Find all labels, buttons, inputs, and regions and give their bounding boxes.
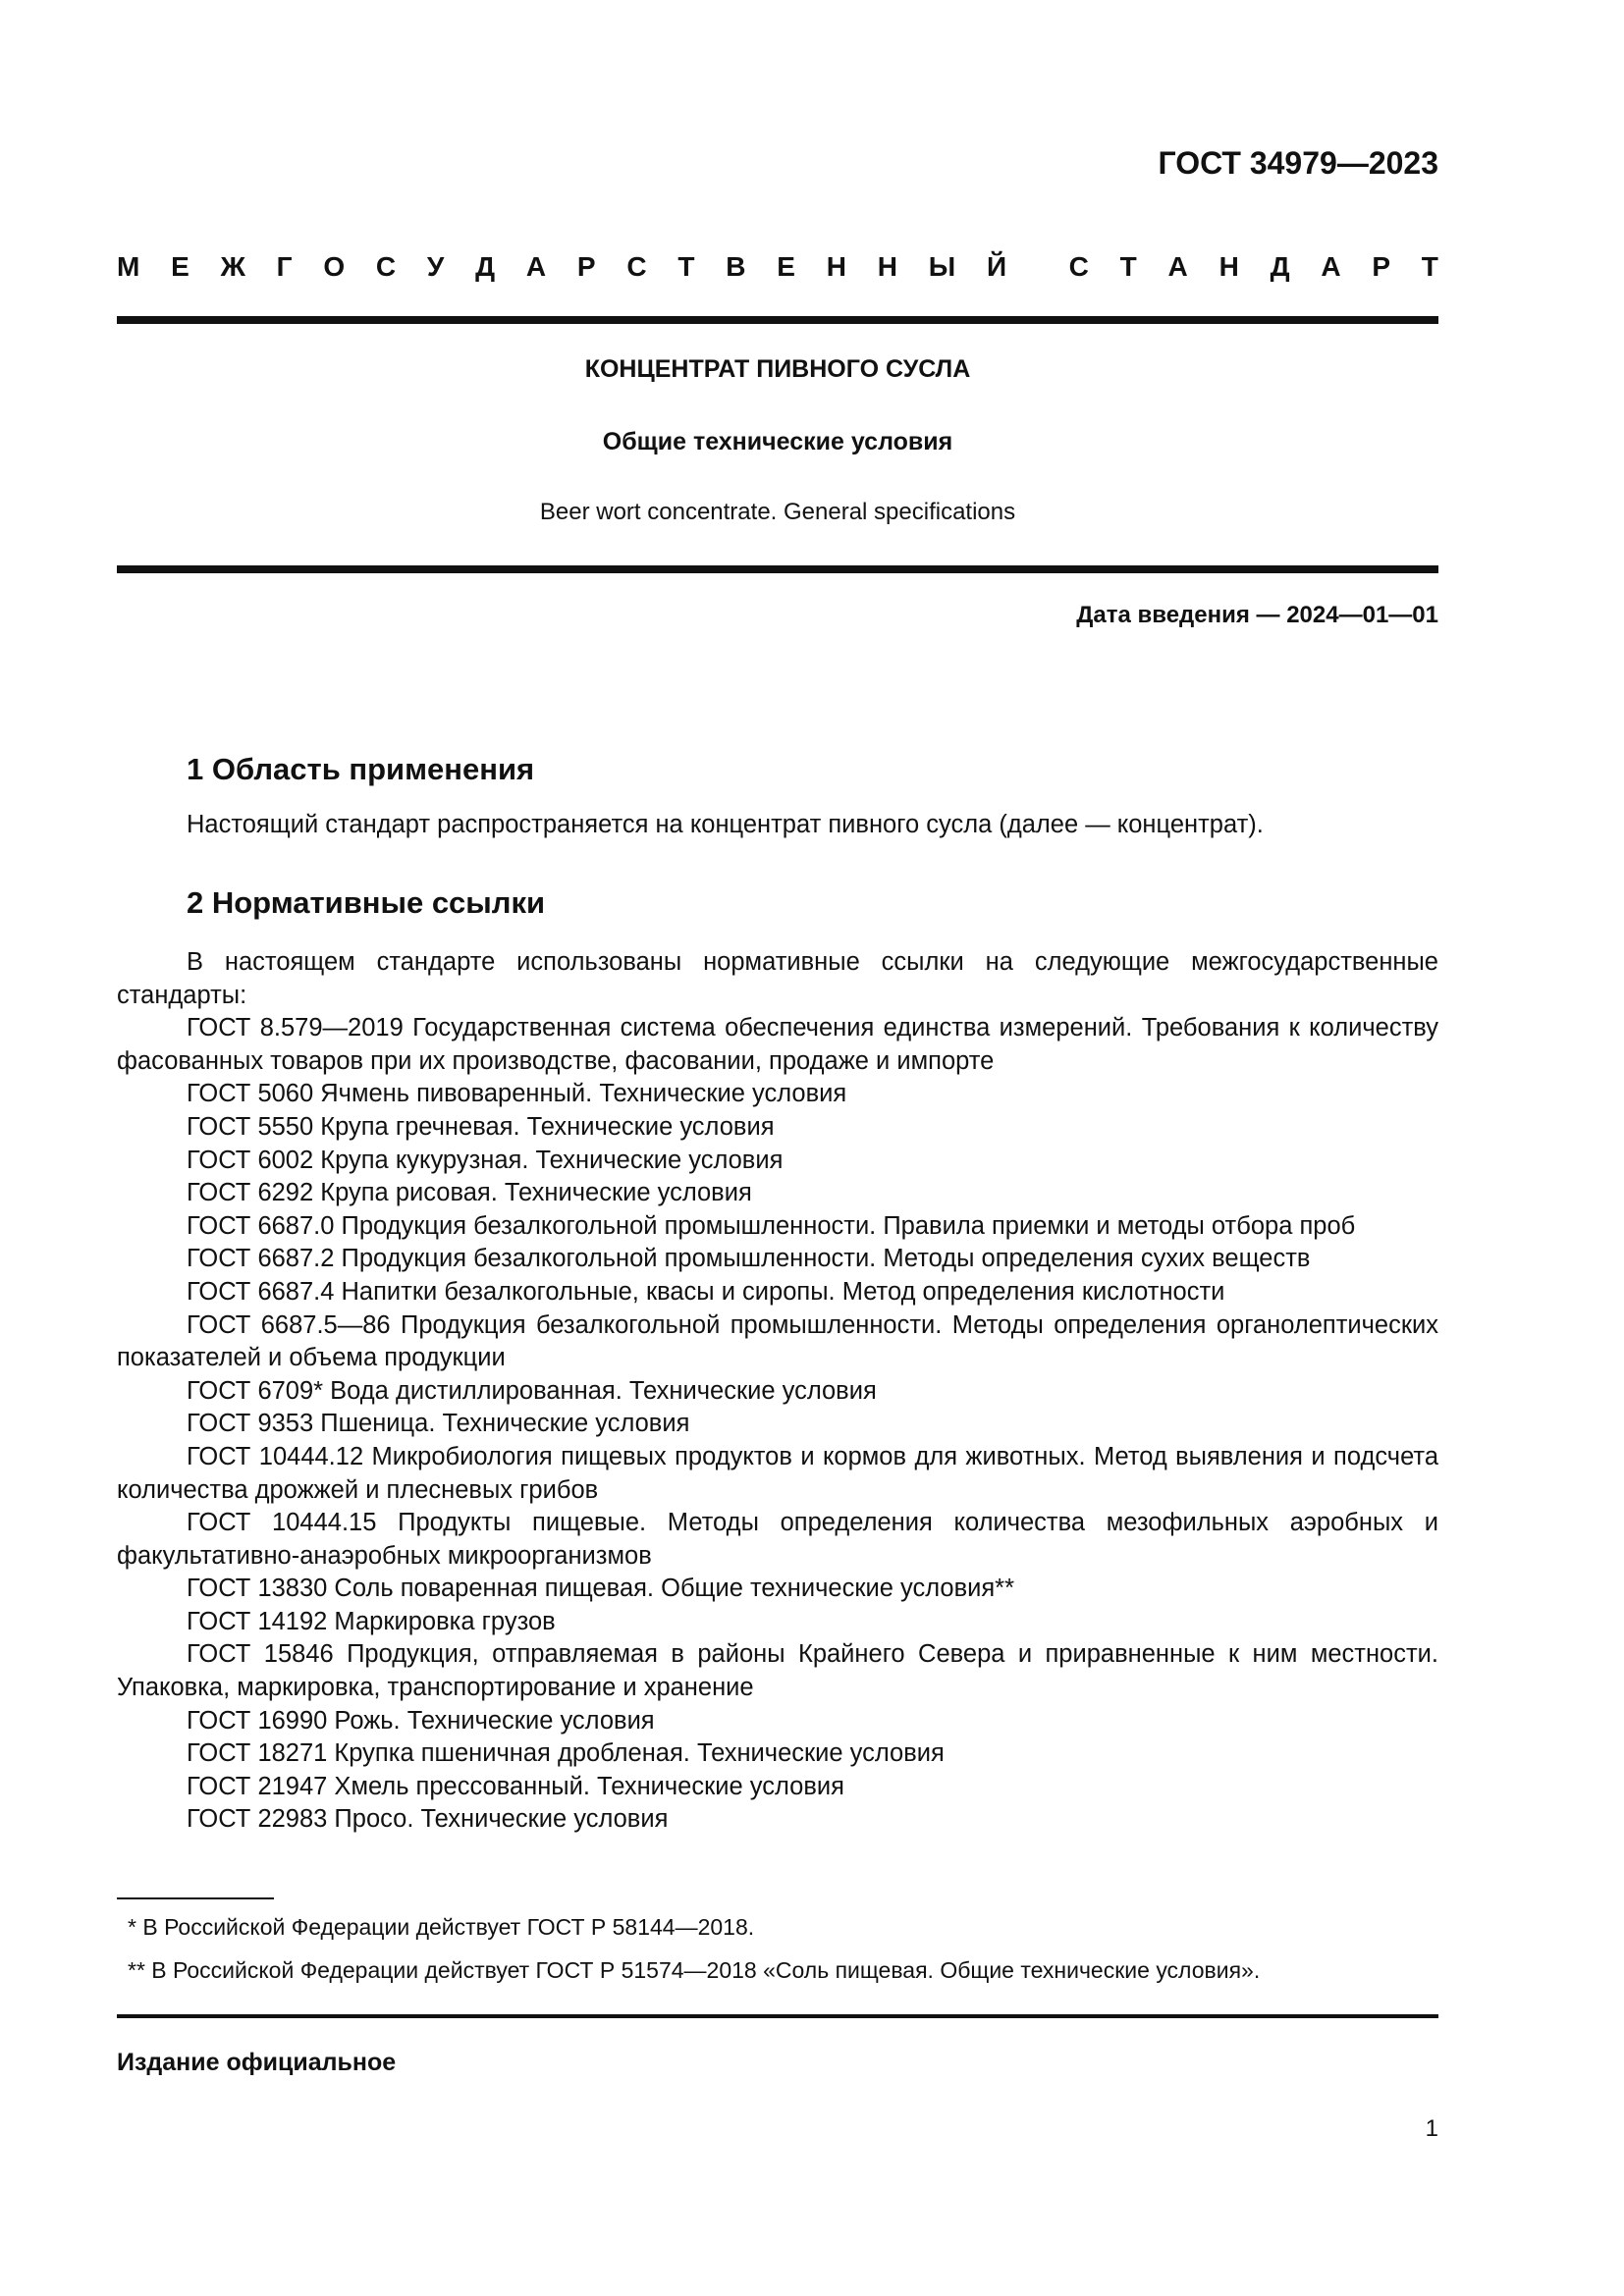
banner-letter: Г bbox=[276, 251, 293, 282]
english-title: Beer wort concentrate. General specifications bbox=[539, 499, 1016, 525]
reference-item: ГОСТ 18271 Крупка пшеничная дробленая. Технические условия bbox=[187, 1739, 945, 1768]
banner-letter: О bbox=[323, 251, 346, 282]
banner-letter: А bbox=[1321, 251, 1341, 282]
footnote-2: ** В Российской Федерации действует ГОСТ Р 51574—2018 «Соль пищевая. Общие технические условия». bbox=[128, 1957, 1261, 1983]
banner-letter: С bbox=[626, 251, 647, 282]
banner-letter: А bbox=[1167, 251, 1188, 282]
reference-item: ГОСТ 14192 Маркировка грузов bbox=[187, 1607, 556, 1635]
banner-letter: Н bbox=[877, 251, 897, 282]
banner-letter: Т bbox=[1421, 251, 1438, 282]
reference-item: ГОСТ 10444.12 Микробиология пищевых продуктов и кормов для животных. Метод выявления и подсчета количества дрожжей и плесневых грибов bbox=[117, 1442, 1438, 1504]
banner-letter: М bbox=[117, 251, 140, 282]
footer-rule bbox=[117, 2014, 1438, 2018]
banner-letter: Т bbox=[677, 251, 695, 282]
banner-letter: Ж bbox=[220, 251, 245, 282]
banner-letter: А bbox=[525, 251, 547, 282]
reference-item: ГОСТ 22983 Просо. Технические условия bbox=[187, 1805, 669, 1834]
reference-item: ГОСТ 6687.4 Напитки безалкогольные, квасы и сиропы. Метод определения кислотности bbox=[187, 1277, 1225, 1306]
section-1-heading: 1 Область применения bbox=[187, 752, 535, 786]
standard-type-banner bbox=[117, 251, 1438, 283]
footnote-separator bbox=[117, 1897, 274, 1899]
banner-letter: Д bbox=[475, 251, 496, 282]
banner-letter: Е bbox=[777, 251, 795, 282]
banner-letter: Т bbox=[1119, 251, 1137, 282]
introduction-date: Дата введения — 2024—01—01 bbox=[1076, 602, 1438, 628]
standard-code: ГОСТ 34979—2023 bbox=[1158, 145, 1438, 181]
official-edition-label: Издание официальное bbox=[117, 2049, 397, 2076]
banner-letter: С bbox=[1068, 251, 1089, 282]
banner-letter: Н bbox=[1218, 251, 1239, 282]
banner-letter: Н bbox=[826, 251, 846, 282]
reference-item: ГОСТ 6002 Крупа кукурузная. Технические условия bbox=[187, 1146, 784, 1174]
banner-letter: С bbox=[375, 251, 397, 282]
reference-item: ГОСТ 6687.0 Продукция безалкогольной промышленности. Правила приемки и методы отбора проб bbox=[187, 1211, 1356, 1240]
reference-item: ГОСТ 6292 Крупа рисовая. Технические условия bbox=[187, 1179, 752, 1207]
section-2-heading: 2 Нормативные ссылки bbox=[187, 885, 546, 920]
reference-item: ГОСТ 5060 Ячмень пивоваренный. Технические условия bbox=[187, 1080, 847, 1108]
banner-letter: Е bbox=[171, 251, 189, 282]
banner-letter: Д bbox=[1270, 251, 1290, 282]
reference-item: ГОСТ 6687.5—86 Продукция безалкогольной промышленности. Методы определения органолептических показателей и объема продукции bbox=[117, 1310, 1438, 1372]
banner-letter: Й bbox=[986, 251, 1007, 282]
reference-item: ГОСТ 5550 Крупа гречневая. Технические условия bbox=[187, 1112, 775, 1141]
banner-letter: В bbox=[726, 251, 746, 282]
reference-item: ГОСТ 15846 Продукция, отправляемая в районы Крайнего Севера и приравненные к ним местности. Упаковка, маркировка, транспортирование и хранение bbox=[117, 1640, 1438, 1702]
banner-letter: Ы bbox=[928, 251, 956, 282]
header-rule bbox=[117, 316, 1438, 324]
reference-item: ГОСТ 8.579—2019 Государственная система обеспечения единства измерений. Требования к количеству фасованных товаров при их производстве, фасовании, продаже и импорте bbox=[117, 1014, 1438, 1075]
banner-letter: У bbox=[426, 251, 445, 282]
banner-letter: Р bbox=[1372, 251, 1391, 282]
reference-item: ГОСТ 21947 Хмель прессованный. Технические условия bbox=[187, 1772, 844, 1800]
reference-item: ГОСТ 10444.15 Продукты пищевые. Методы определения количества мезофильных аэробных и факультативно-анаэробных микроорганизмов bbox=[117, 1509, 1438, 1570]
page-number: 1 bbox=[1425, 2115, 1438, 2142]
reference-item: ГОСТ 9353 Пшеница. Технические условия bbox=[187, 1410, 690, 1438]
reference-item: ГОСТ 6709* Вода дистиллированная. Технические условия bbox=[187, 1376, 877, 1405]
reference-item: ГОСТ 13830 Соль поваренная пищевая. Общие технические условия** bbox=[187, 1575, 1015, 1603]
banner-letter: Р bbox=[576, 251, 596, 282]
section-1-text: Настоящий стандарт распространяется на концентрат пивного сусла (далее — концентрат). bbox=[187, 811, 1264, 838]
reference-item: ГОСТ 6687.2 Продукция безалкогольной промышленности. Методы определения сухих веществ bbox=[187, 1245, 1311, 1273]
document-subtitle: Общие технические условия bbox=[602, 428, 953, 455]
normative-references bbox=[117, 946, 1438, 1837]
title-rule bbox=[117, 565, 1438, 573]
footnote-1: * В Российской Федерации действует ГОСТ Р 58144—2018. bbox=[128, 1914, 755, 1940]
document-title: КОНЦЕНТРАТ ПИВНОГО СУСЛА bbox=[584, 355, 971, 383]
references-intro: В настоящем стандарте использованы нормативные ссылки на следующие межгосударственные стандарты: bbox=[117, 948, 1438, 1009]
reference-item: ГОСТ 16990 Рожь. Технические условия bbox=[187, 1706, 655, 1735]
